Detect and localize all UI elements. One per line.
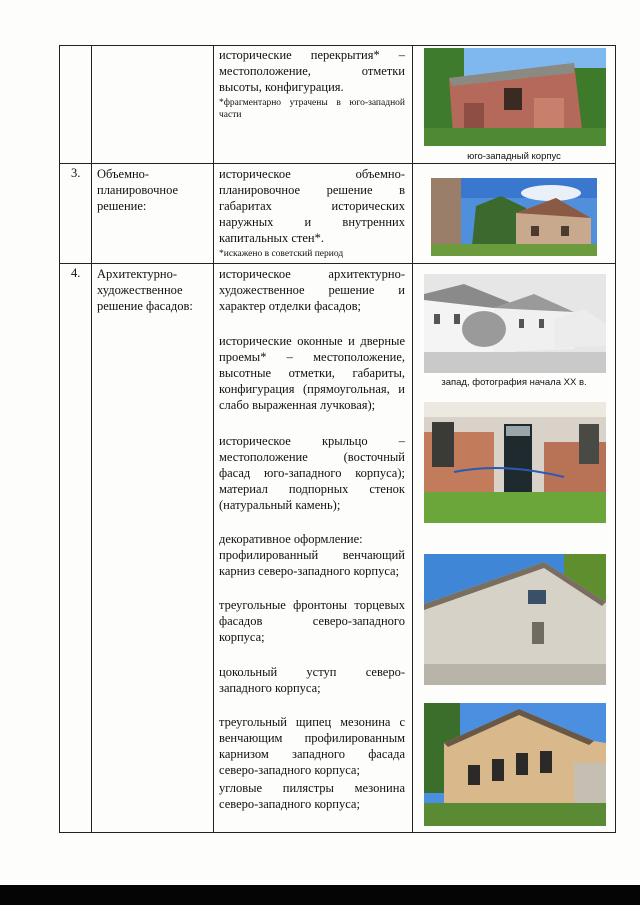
text-line bbox=[219, 63, 405, 79]
text-line bbox=[219, 47, 405, 63]
paragraph: историческое архитектурно-художественное решение и характер отделки фасадов; bbox=[219, 267, 405, 313]
text-line: высоты, конфигурация. bbox=[219, 80, 344, 94]
paragraph: профилированный венчающий карниз северо-западного корпуса; bbox=[219, 548, 405, 578]
table-right-border bbox=[615, 45, 616, 833]
mezzanine-facade-photo bbox=[424, 703, 606, 826]
gable-facade-photo bbox=[424, 554, 606, 685]
line-text: перекрытия* bbox=[310, 48, 380, 62]
row-number: 4. bbox=[71, 266, 81, 280]
row-1-description bbox=[219, 47, 405, 121]
damaged-wall-doorway-photo bbox=[424, 402, 606, 523]
column-divider bbox=[91, 45, 92, 833]
line-text: исторические bbox=[219, 48, 292, 62]
description-text: историческое объемно-планировочное решение в габаритах исторических наружных и внутренних капитальных стен*. bbox=[219, 167, 405, 245]
column-divider bbox=[412, 45, 413, 833]
photo-caption: юго-западный корпус bbox=[467, 151, 561, 162]
historic-street-photo bbox=[424, 274, 606, 373]
photo-caption: запад, фотография начала ХХ в. bbox=[441, 377, 587, 388]
scan-bottom-edge bbox=[0, 885, 640, 905]
paragraph: декоративное оформление: bbox=[219, 532, 363, 546]
line-text: – bbox=[398, 48, 405, 62]
row-number: 3. bbox=[71, 166, 81, 180]
paragraph: треугольный щипец мезонина с венчающим профилированным карнизом западного фасада северо-западного корпуса; bbox=[219, 715, 405, 777]
row-2-description bbox=[219, 166, 405, 260]
table-bottom-border bbox=[59, 832, 616, 833]
row-divider bbox=[59, 163, 616, 164]
paragraph: исторические оконные и дверные проемы* – местоположение, высотные отметки, габариты, конфигурация (прямоугольная, и слабо выраженная лучковая); bbox=[219, 334, 405, 412]
table-top-border bbox=[59, 45, 616, 46]
ruined-brick-building-photo bbox=[424, 48, 606, 146]
row-category: Объемно-планировочное решение: bbox=[97, 167, 179, 213]
paragraph: треугольные фронтоны торцевых фасадов северо-западного корпуса; bbox=[219, 598, 405, 644]
column-divider bbox=[59, 45, 60, 833]
row-divider bbox=[59, 263, 616, 264]
footnote: *искажено в советский период bbox=[219, 249, 344, 259]
building-with-trees-photo bbox=[431, 178, 597, 256]
line-text: местоположение, bbox=[219, 64, 311, 78]
paragraph: цокольный уступ северо-западного корпуса; bbox=[219, 665, 405, 695]
paragraph: историческое крыльцо – местоположение (восточный фасад юго-западного корпуса); материал подпорных стенок (натуральный камень); bbox=[219, 434, 405, 512]
line-text: отметки bbox=[361, 64, 405, 78]
column-divider bbox=[213, 45, 214, 833]
footnote: *фрагментарно утрачены в юго-западной части bbox=[219, 98, 405, 120]
row-category: Архитектурно-художественное решение фасадов: bbox=[97, 267, 193, 313]
paragraph: угловые пилястры мезонина северо-западного корпуса; bbox=[219, 781, 405, 811]
